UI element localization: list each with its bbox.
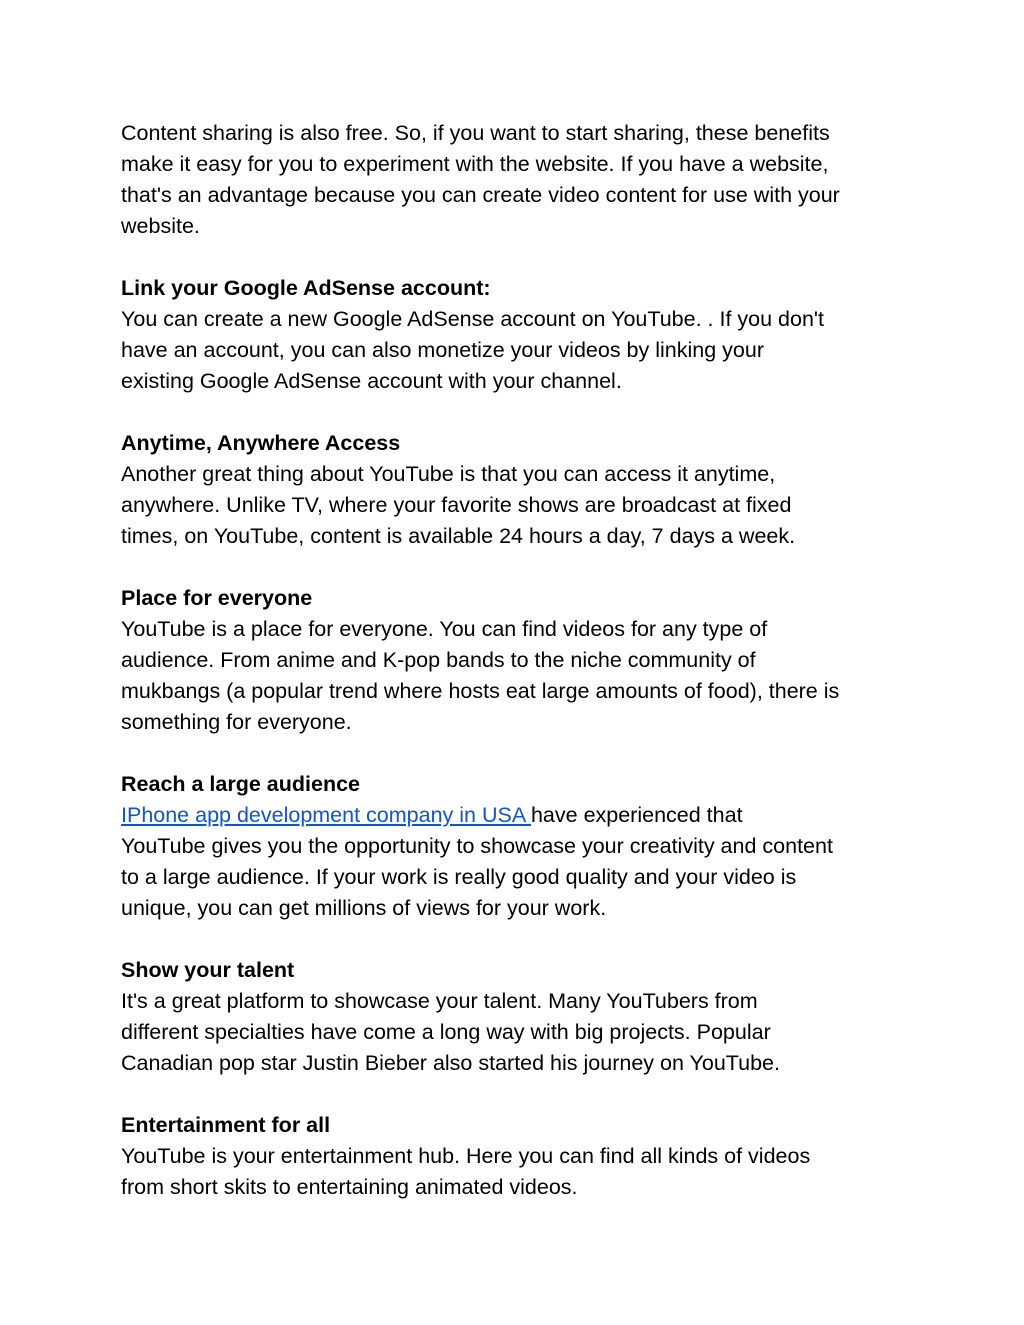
text-line: have an account, you can also monetize your videos by linking your — [121, 338, 764, 362]
text-line: Canadian pop star Justin Bieber also started his journey on YouTube. — [121, 1051, 780, 1075]
text-line: Content sharing is also free. So, if you want to start sharing, these benefits — [121, 121, 830, 145]
text-line: make it easy for you to experiment with the website. If you have a website, — [121, 152, 829, 176]
text-line: It's a great platform to showcase your talent. Many YouTubers from — [121, 989, 758, 1013]
text-line: YouTube is your entertainment hub. Here you can find all kinds of videos — [121, 1144, 811, 1168]
text-line: unique, you can get millions of views for your work. — [121, 896, 607, 920]
section-heading: Entertainment for all — [121, 1113, 331, 1137]
text-line: audience. From anime and K-pop bands to the niche community of — [121, 648, 756, 672]
section-adsense — [121, 273, 921, 397]
section-heading: Show your talent — [121, 958, 295, 982]
text-line: that's an advantage because you can create video content for use with your — [121, 183, 840, 207]
section-heading: Reach a large audience — [121, 772, 360, 796]
text-line: Another great thing about YouTube is that you can access it anytime, — [121, 462, 776, 486]
section-body — [121, 304, 921, 397]
intro-paragraph — [121, 118, 921, 242]
text-line: different specialties have come a long way with big projects. Popular — [121, 1020, 771, 1044]
document-page — [121, 118, 921, 1234]
link-tail-text: have experienced that — [530, 803, 743, 827]
text-line: YouTube is a place for everyone. You can find videos for any type of — [121, 617, 768, 641]
section-entertainment — [121, 1110, 921, 1203]
text-line: mukbangs (a popular trend where hosts eat large amounts of food), there is — [121, 679, 840, 703]
text-line: anywhere. Unlike TV, where your favorite shows are broadcast at fixed — [121, 493, 792, 517]
text-line: YouTube gives you the opportunity to showcase your creativity and content — [121, 834, 833, 858]
section-large-audience — [121, 769, 921, 924]
section-heading: Anytime, Anywhere Access — [121, 431, 401, 455]
section-body — [121, 800, 921, 924]
text-line: times, on YouTube, content is available 24 hours a day, 7 days a week. — [121, 524, 796, 548]
section-body — [121, 614, 921, 738]
text-line: from short skits to entertaining animated videos. — [121, 1175, 578, 1199]
text-line: existing Google AdSense account with your channel. — [121, 369, 622, 393]
iphone-app-development-link[interactable]: IPhone app development company in USA — [121, 803, 531, 827]
section-heading: Place for everyone — [121, 586, 313, 610]
intro-text — [121, 118, 921, 242]
section-body — [121, 459, 921, 552]
section-body — [121, 986, 921, 1079]
text-line: to a large audience. If your work is really good quality and your video is — [121, 865, 797, 889]
section-body — [121, 1141, 921, 1203]
text-line: website. — [121, 214, 200, 238]
section-heading: Link your Google AdSense account: — [121, 276, 491, 300]
text-line — [121, 800, 921, 831]
text-line: You can create a new Google AdSense account on YouTube. . If you don't — [121, 307, 824, 331]
section-show-talent — [121, 955, 921, 1079]
text-line: something for everyone. — [121, 710, 352, 734]
section-place-for-everyone — [121, 583, 921, 738]
section-anytime-access — [121, 428, 921, 552]
